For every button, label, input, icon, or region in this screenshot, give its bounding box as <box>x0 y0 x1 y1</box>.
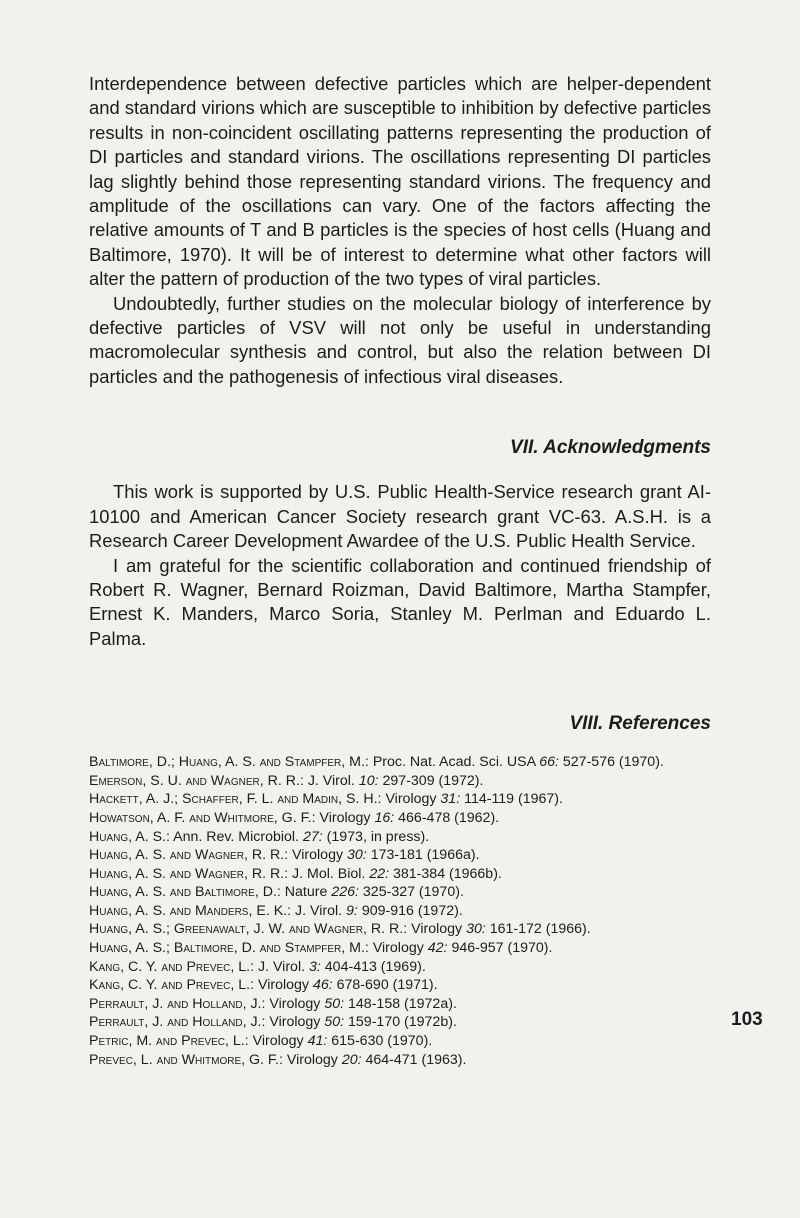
reference-authors: Huang, A. S. and Wagner, R. R.: <box>89 847 289 864</box>
reference-source: Virology <box>269 1014 321 1031</box>
body-paragraph-1: Interdependence between defective particles which are helper-dependent and standard virions which are susceptible to inhibition by defective particles results in non-coincident oscillating patterns representing the production of DI particles and standard virions. The oscillations representing DI particles lag slightly behind those representing standard virions. The frequency and amplitude of the oscillations can vary. One of the factors affecting the relative amounts of T and B particles is the species of host cells (Huang and Baltimore, 1970). It will be of interest to determine what other factors will alter the pattern of production of the two types of viral particles. <box>89 73 711 290</box>
reference-authors: Huang, A. S. and Manders, E. K.: <box>89 902 292 919</box>
reference-item <box>89 1013 711 1032</box>
reference-source: Virology <box>269 995 321 1012</box>
reference-volume: 9: <box>346 902 358 919</box>
reference-source: Virology <box>252 1033 304 1050</box>
reference-authors: Huang, A. S. and Baltimore, D.: <box>89 884 281 901</box>
reference-volume: 22: <box>369 865 390 882</box>
reference-pages: 114-119 (1967). <box>464 791 563 808</box>
reference-item <box>89 865 711 884</box>
reference-authors: Emerson, S. U. and Wagner, R. R.: <box>89 772 304 789</box>
reference-pages: 161-172 (1966). <box>489 921 591 938</box>
reference-volume: 27: <box>302 828 323 845</box>
page-content <box>89 72 711 1069</box>
acknowledgments-paragraph-2: I am grateful for the scientific collaboration and continued friendship of Robert R. Wagner, Bernard Roizman, David Baltimore, Martha Stampfer, Ernest K. Manders, Marco Soria, Stanley M. Perlman and Eduardo L. Palma. <box>89 554 711 649</box>
reference-volume: 30: <box>347 847 367 864</box>
acknowledgments-paragraph-1: This work is supported by U.S. Public Health-Service research grant AI-10100 and American Cancer Society research grant VC-63. A.S.H. is a Research Career Development Awardee of the U.S. Public Health Service. <box>89 481 711 552</box>
reference-item <box>89 828 711 847</box>
reference-item <box>89 995 711 1014</box>
reference-item <box>89 753 711 772</box>
reference-pages: 909-916 (1972). <box>361 902 463 919</box>
reference-pages: (1973, in press). <box>326 828 430 845</box>
body-paragraph-2: Undoubtedly, further studies on the molecular biology of interference by defective particles of VSV will not only be useful in understanding macromolecular synthesis and control, but also the relation between DI particles and the pathogenesis of infectious viral diseases. <box>89 292 711 387</box>
reference-source: J. Mol. Biol. <box>292 865 366 882</box>
reference-volume: 30: <box>466 921 486 938</box>
reference-volume: 42: <box>427 940 448 957</box>
reference-source: Proc. Nat. Acad. Sci. USA <box>372 754 536 771</box>
reference-volume: 66: <box>539 754 559 771</box>
reference-pages: 527-576 (1970). <box>562 754 664 771</box>
reference-item <box>89 790 711 809</box>
reference-pages: 466-478 (1962). <box>398 809 500 826</box>
reference-item <box>89 1051 711 1070</box>
reference-volume: 46: <box>312 977 333 994</box>
acknowledgments-section <box>89 480 711 651</box>
acknowledgments-heading: VII. Acknowledgments <box>510 437 711 459</box>
reference-authors: Huang, A. S.; Greenawalt, J. W. and Wagner, R. R.: <box>89 921 408 938</box>
reference-pages: 173-181 (1966a). <box>370 847 480 864</box>
page-number: 103 <box>731 1009 763 1030</box>
reference-source: J. Virol. <box>258 958 306 975</box>
reference-pages: 464-471 (1963). <box>365 1051 467 1068</box>
reference-source: Virology <box>385 791 437 808</box>
reference-item <box>89 809 711 828</box>
body-text <box>89 72 711 389</box>
reference-pages: 325-327 (1970). <box>362 884 464 901</box>
references-heading: VIII. References <box>569 713 711 735</box>
reference-volume: 226: <box>331 884 359 901</box>
reference-authors: Howatson, A. F. and Whitmore, G. F.: <box>89 809 316 826</box>
reference-source: Virology <box>286 1051 338 1068</box>
reference-pages: 615-630 (1970). <box>331 1033 433 1050</box>
reference-authors: Perrault, J. and Holland, J.: <box>89 1014 266 1031</box>
reference-item <box>89 939 711 958</box>
reference-source: J. Virol. <box>307 772 355 789</box>
reference-item <box>89 772 711 791</box>
reference-volume: 50: <box>324 995 345 1012</box>
reference-item <box>89 976 711 995</box>
reference-volume: 31: <box>440 791 461 808</box>
reference-item <box>89 883 711 902</box>
reference-item <box>89 902 711 921</box>
reference-pages: 159-170 (1972b). <box>348 1014 457 1031</box>
reference-pages: 678-690 (1971). <box>336 977 438 994</box>
reference-authors: Prevec, L. and Whitmore, G. F.: <box>89 1051 283 1068</box>
reference-pages: 404-413 (1969). <box>324 958 426 975</box>
reference-item <box>89 920 711 939</box>
reference-volume: 50: <box>324 1014 345 1031</box>
reference-item <box>89 1032 711 1051</box>
reference-source: Nature <box>284 884 328 901</box>
reference-authors: Huang, A. S.: <box>89 828 170 845</box>
reference-source: Virology <box>292 847 344 864</box>
reference-volume: 3: <box>309 958 321 975</box>
reference-pages: 946-957 (1970). <box>451 940 553 957</box>
reference-source: Virology <box>319 809 371 826</box>
reference-source: Virology <box>411 921 463 938</box>
reference-volume: 20: <box>341 1051 362 1068</box>
reference-pages: 148-158 (1972a). <box>348 995 457 1012</box>
reference-authors: Huang, A. S.; Baltimore, D. and Stampfer, M.: <box>89 940 369 957</box>
reference-authors: Perrault, J. and Holland, J.: <box>89 995 266 1012</box>
reference-authors: Hackett, A. J.; Schaffer, F. L. and Madin, S. H.: <box>89 791 382 808</box>
reference-source: J. Virol. <box>295 902 343 919</box>
reference-authors: Kang, C. Y. and Prevec, L.: <box>89 958 255 975</box>
reference-pages: 381-384 (1966b). <box>393 865 502 882</box>
references-list <box>89 753 711 1069</box>
reference-item <box>89 958 711 977</box>
reference-authors: Baltimore, D.; Huang, A. S. and Stampfer, M.: <box>89 754 369 771</box>
reference-pages: 297-309 (1972). <box>382 772 484 789</box>
reference-authors: Huang, A. S. and Wagner, R. R.: <box>89 865 289 882</box>
reference-volume: 41: <box>307 1033 328 1050</box>
reference-volume: 10: <box>358 772 379 789</box>
reference-authors: Petric, M. and Prevec, L.: <box>89 1033 249 1050</box>
reference-item <box>89 846 711 865</box>
reference-source: Ann. Rev. Microbiol. <box>173 828 300 845</box>
reference-volume: 16: <box>374 809 395 826</box>
reference-source: Virology <box>258 977 309 994</box>
reference-source: Virology <box>372 940 424 957</box>
reference-authors: Kang, C. Y. and Prevec, L.: <box>89 977 255 994</box>
